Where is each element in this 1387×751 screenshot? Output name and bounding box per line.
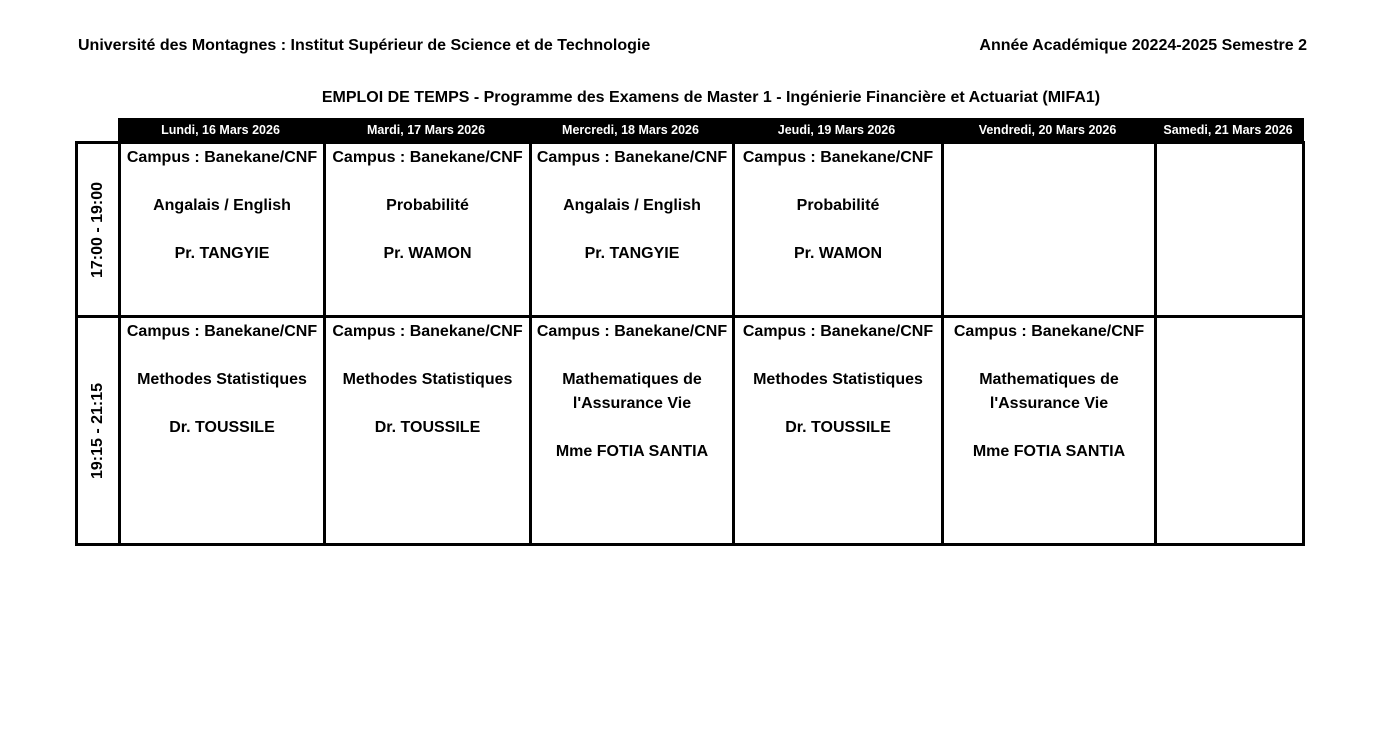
time-slot-label <box>78 144 118 315</box>
time-slot-label <box>78 318 118 543</box>
exam-teacher: Dr. TOUSSILE <box>169 419 275 436</box>
exam-cell <box>944 144 1154 315</box>
time-slot-text: 17:00 - 19:00 <box>89 181 106 278</box>
exam-campus: Campus : Banekane/CNF <box>332 149 523 166</box>
day-header-bar <box>118 118 1304 142</box>
exam-course: Mathematiques de l'Assurance Vie <box>562 371 702 412</box>
exam-cell <box>735 144 941 315</box>
exam-teacher: Mme FOTIA SANTIA <box>555 443 709 460</box>
exam-course: Methodes Statistiques <box>342 371 513 388</box>
exam-cell <box>1157 144 1302 315</box>
day-header-4: Jeudi, 19 Mars 2026 <box>777 123 896 137</box>
exam-cell <box>1157 318 1302 543</box>
exam-course: Angalais / English <box>153 197 291 214</box>
day-header-2: Mardi, 17 Mars 2026 <box>366 123 486 137</box>
exam-campus: Campus : Banekane/CNF <box>536 149 728 166</box>
exam-teacher: Pr. TANGYIE <box>584 245 680 262</box>
exam-course: Probabilité <box>796 197 880 214</box>
exam-campus: Campus : Banekane/CNF <box>332 323 523 340</box>
exam-campus: Campus : Banekane/CNF <box>536 323 728 340</box>
institution-name: Université des Montagnes : Institut Supérieur de Science et de Technologie <box>78 37 651 54</box>
exam-course: Methodes Statistiques <box>753 371 923 388</box>
exam-teacher: Dr. TOUSSILE <box>785 419 891 436</box>
exam-course: Mathematiques de l'Assurance Vie <box>979 371 1119 412</box>
day-header-3: Mercredi, 18 Mars 2026 <box>562 123 699 137</box>
exam-cell <box>326 144 529 315</box>
exam-cell <box>532 318 732 543</box>
exam-teacher: Pr. WAMON <box>793 245 882 262</box>
schedule-grid <box>75 141 1305 546</box>
day-header-6: Samedi, 21 Mars 2026 <box>1163 123 1293 137</box>
exam-course: Methodes Statistiques <box>137 371 307 388</box>
exam-campus: Campus : Banekane/CNF <box>742 323 934 340</box>
grid-hline <box>75 543 1305 546</box>
exam-cell <box>735 318 941 543</box>
exam-cell <box>121 318 323 543</box>
exam-campus: Campus : Banekane/CNF <box>126 323 318 340</box>
exam-teacher: Mme FOTIA SANTIA <box>972 443 1126 460</box>
exam-cell <box>326 318 529 543</box>
exam-teacher: Pr. TANGYIE <box>174 245 270 262</box>
exam-campus: Campus : Banekane/CNF <box>126 149 318 166</box>
academic-year: Année Académique 20224-2025 Semestre 2 <box>979 37 1307 54</box>
exam-teacher: Dr. TOUSSILE <box>374 419 481 436</box>
day-header-1: Lundi, 16 Mars 2026 <box>161 123 280 137</box>
exam-course: Probabilité <box>386 197 469 214</box>
exam-cell <box>532 144 732 315</box>
exam-campus: Campus : Banekane/CNF <box>953 323 1145 340</box>
exam-course: Angalais / English <box>563 197 701 214</box>
exam-teacher: Pr. WAMON <box>383 245 472 262</box>
exam-cell <box>121 144 323 315</box>
time-slot-text: 19:15 - 21:15 <box>89 382 106 479</box>
day-header-5: Vendredi, 20 Mars 2026 <box>978 123 1117 137</box>
exam-campus: Campus : Banekane/CNF <box>742 149 934 166</box>
grid-vline <box>1302 141 1305 546</box>
page-title: EMPLOI DE TEMPS - Programme des Examens de Master 1 - Ingénierie Financière et Actuariat (MIFA1) <box>321 89 1101 106</box>
exam-cell <box>944 318 1154 543</box>
